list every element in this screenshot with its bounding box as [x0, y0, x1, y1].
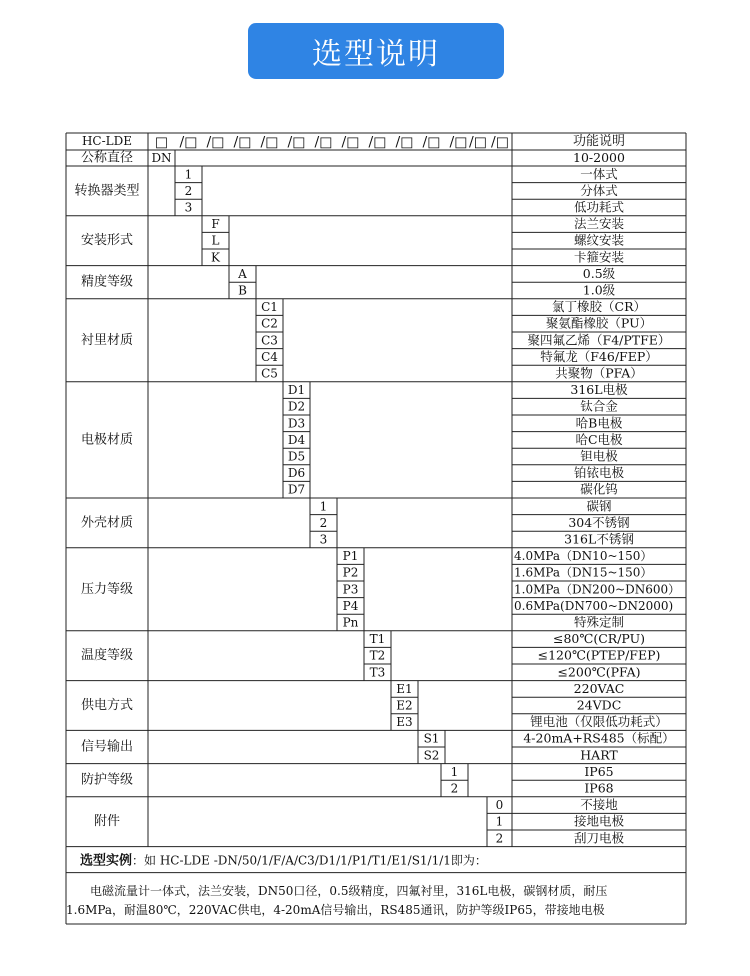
option-description: 10-2000	[573, 150, 625, 165]
option-description: 螺纹安装	[573, 232, 625, 248]
option-code: 1	[495, 814, 504, 829]
option-description: 碳钢	[586, 498, 612, 514]
option-code: Pn	[342, 615, 359, 630]
option-code: S2	[423, 748, 440, 763]
option-description: ≤200℃(PFA)	[557, 664, 641, 680]
option-code: 2	[319, 515, 328, 530]
option-code: 1	[184, 167, 193, 182]
option-description: 低功耗式	[573, 199, 625, 215]
option-code: P3	[342, 582, 359, 597]
option-code: 3	[319, 532, 328, 547]
option-code: C1	[261, 300, 278, 315]
option-code: C2	[261, 316, 278, 331]
option-description: 304不锈钢	[568, 514, 630, 530]
option-description: 1.0MPa（DN200~DN600）	[514, 582, 681, 597]
option-description: IP68	[584, 780, 614, 796]
model-slot: /□	[233, 134, 252, 151]
group-label: 衬里材质	[80, 332, 134, 348]
option-description: 316L不锈钢	[564, 531, 634, 547]
option-code: 0	[495, 798, 504, 813]
group-label: 公称直径	[80, 150, 134, 166]
option-code: E1	[396, 681, 413, 696]
option-description: 接地电极	[573, 813, 625, 829]
option-code: T2	[369, 648, 386, 663]
option-code: C4	[261, 349, 278, 364]
option-code: B	[238, 283, 247, 298]
option-description: 分体式	[580, 182, 618, 198]
option-description: IP65	[584, 763, 614, 779]
option-code: E3	[396, 715, 413, 730]
group-label: 精度等级	[80, 274, 134, 290]
option-description: 220VAC	[573, 680, 625, 696]
option-code: DN	[151, 151, 172, 165]
option-code: L	[211, 233, 220, 248]
option-description: 哈B电极	[575, 415, 623, 431]
option-code: T1	[369, 632, 386, 647]
option-code: 3	[184, 200, 193, 215]
option-description: ≤120℃(PTEP/FEP)	[537, 647, 661, 663]
model-slot: □	[154, 134, 169, 151]
option-description: 4-20mA+RS485（标配）	[523, 730, 675, 746]
option-description: 聚四氟乙烯（F4/PTFE）	[527, 332, 671, 348]
option-description: 0.5级	[582, 265, 616, 281]
option-description: 特氟龙（F46/FEP）	[540, 348, 658, 364]
group-label: 温度等级	[80, 648, 134, 664]
model-slot: /□	[179, 134, 198, 151]
option-code: D3	[287, 416, 306, 431]
group-label: 压力等级	[80, 581, 134, 597]
model-slot: /□	[341, 134, 360, 151]
model-slot: /□	[491, 134, 509, 151]
option-code: P2	[342, 565, 359, 580]
example-line-1: 电磁流量计一体式，法兰安装，DN50口径，0.5级精度，四氟衬里，316L电极，碳钢材质，耐压	[90, 884, 608, 899]
option-description: 4.0MPa（DN10~150）	[514, 549, 653, 564]
option-code: 2	[184, 183, 193, 198]
option-description: 钛合金	[580, 398, 618, 414]
group-label: 安装形式	[80, 233, 134, 249]
option-description: 特殊定制	[573, 614, 625, 630]
model-slot: /□	[422, 134, 441, 151]
option-code: D1	[287, 383, 306, 398]
model-slot: /□	[395, 134, 414, 151]
group-label: 转换器类型	[74, 183, 140, 199]
model-slot: /□	[449, 134, 468, 151]
option-code: D7	[287, 482, 306, 497]
option-description: 0.6MPa(DN700~DN2000)	[514, 598, 674, 613]
option-code: P1	[342, 549, 359, 564]
model-slot: /□	[469, 134, 487, 151]
option-description: 不接地	[580, 797, 618, 813]
option-code: D5	[287, 449, 306, 464]
option-description: 刮刀电极	[573, 830, 625, 846]
group-label: 供电方式	[80, 698, 134, 713]
option-description: 铂铱电极	[573, 465, 625, 481]
option-code: E2	[396, 698, 413, 713]
option-code: S1	[423, 731, 440, 746]
model-slot: /□	[206, 134, 225, 151]
option-code: C3	[261, 333, 278, 348]
option-code: C5	[261, 366, 278, 381]
option-code: K	[211, 250, 220, 265]
option-description: 卡箍安装	[573, 249, 625, 265]
option-description: 一体式	[580, 166, 618, 182]
option-code: D2	[287, 399, 306, 414]
group-label: 外壳材质	[80, 515, 134, 531]
group-label: 防护等级	[80, 772, 134, 788]
option-code: T3	[369, 665, 386, 680]
option-description: 法兰安装	[573, 216, 625, 232]
group-label: 信号输出	[80, 739, 134, 755]
option-description: 聚氨酯橡胶（PU）	[545, 315, 653, 331]
option-description: 钽电极	[580, 448, 618, 464]
option-description: ≤80℃(CR/PU)	[552, 631, 646, 647]
example-label: 选型实例	[80, 853, 133, 869]
option-description: 24VDC	[576, 697, 622, 713]
section-title: 选型说明	[312, 37, 440, 72]
model-slot: /□	[287, 134, 306, 151]
option-code: 1	[319, 499, 328, 514]
example-code: ：如 HC-LDE -DN/50/1/F/A/C3/D1/1/P1/T1/E1/S1/1/1即为：	[132, 853, 487, 868]
model-slot: /□	[314, 134, 333, 151]
option-description: 氯丁橡胶（CR）	[552, 299, 646, 315]
option-code: A	[238, 266, 247, 281]
option-code: D6	[287, 466, 306, 481]
option-description: 316L电极	[570, 382, 628, 398]
group-label: 附件	[93, 814, 121, 830]
option-description: 碳化钨	[580, 481, 618, 497]
option-description: 共聚物（PFA）	[555, 365, 643, 381]
option-description: 锂电池（仅限低功耗式）	[530, 714, 668, 730]
option-code: 2	[495, 831, 504, 846]
model-slot: /□	[260, 134, 279, 151]
example-line-2: 1.6MPa，耐温80℃，220VAC供电，4-20mA信号输出，RS485通讯，防护等级IP65，带接地电极	[66, 903, 605, 918]
option-description: 哈C电极	[575, 431, 623, 447]
option-description: HART	[580, 747, 618, 763]
option-code: F	[211, 217, 220, 232]
function-header: 功能说明	[572, 134, 626, 149]
option-code: P4	[342, 598, 359, 613]
model-slot: /□	[368, 134, 387, 151]
option-code: 1	[450, 764, 459, 779]
option-code: 2	[450, 781, 459, 796]
option-code: D4	[287, 432, 306, 447]
option-description: 1.0级	[582, 282, 616, 298]
group-label: 电极材质	[80, 432, 134, 448]
model-code: HC-LDE	[81, 134, 133, 148]
example-title	[80, 852, 487, 868]
option-description: 1.6MPa（DN15~150）	[514, 565, 653, 580]
